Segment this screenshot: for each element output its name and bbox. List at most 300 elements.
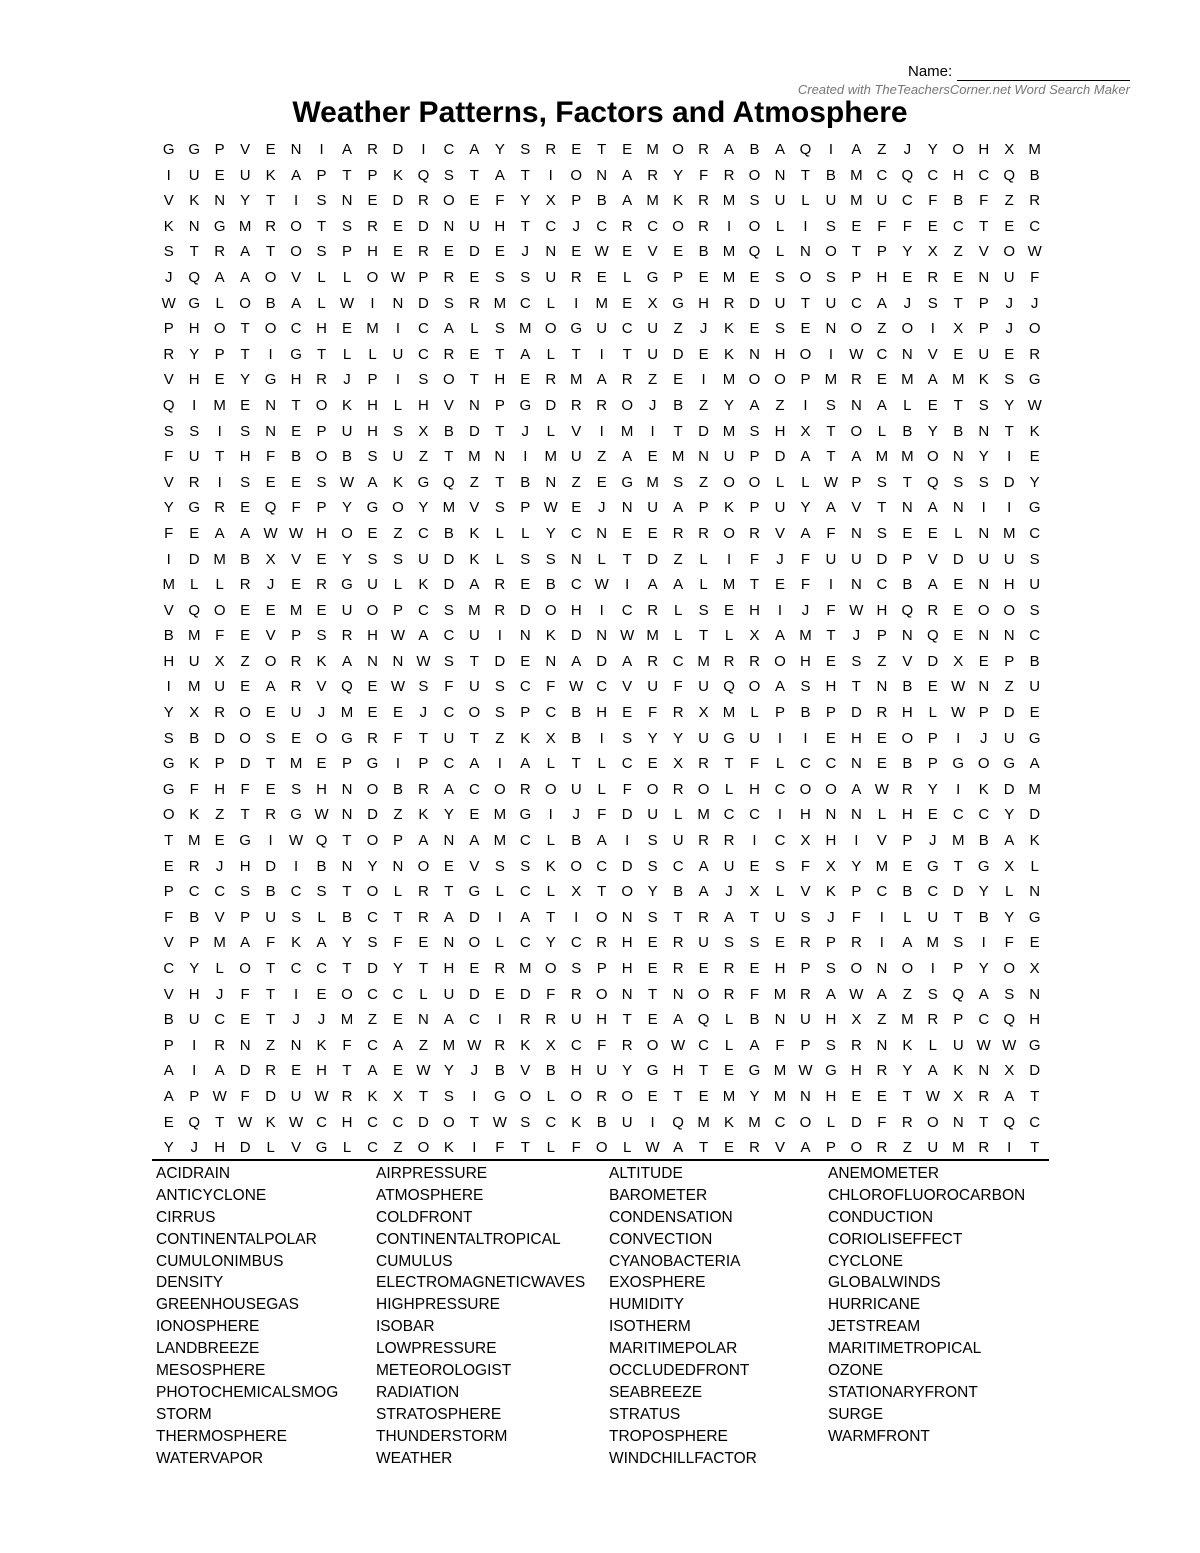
grid-letter[interactable]: T	[266, 960, 276, 977]
grid-letter[interactable]: P	[189, 934, 200, 952]
grid-letter[interactable]: O	[799, 1113, 812, 1131]
grid-letter[interactable]: I	[574, 908, 579, 926]
grid-letter[interactable]: S	[953, 934, 964, 952]
grid-letter[interactable]: S	[825, 960, 836, 977]
grid-letter[interactable]: R	[672, 780, 684, 798]
grid-letter[interactable]: I	[854, 832, 859, 850]
grid-letter[interactable]: T	[215, 448, 225, 466]
grid-letter[interactable]: C	[290, 320, 302, 338]
grid-letter[interactable]: M	[1028, 780, 1041, 798]
grid-letter[interactable]: U	[188, 166, 200, 184]
grid-letter[interactable]: E	[927, 806, 938, 824]
grid-letter[interactable]: D	[367, 960, 378, 977]
grid-letter[interactable]: U	[545, 268, 557, 286]
grid-letter[interactable]: E	[367, 704, 378, 722]
grid-letter[interactable]: T	[698, 627, 709, 645]
grid-letter[interactable]: R	[290, 678, 302, 696]
grid-letter[interactable]: E	[927, 678, 938, 696]
grid-letter[interactable]: H	[290, 371, 302, 389]
grid-letter[interactable]: R	[214, 243, 226, 261]
grid-letter[interactable]: R	[341, 627, 353, 645]
grid-letter[interactable]: I	[370, 294, 375, 312]
grid-letter[interactable]: G	[926, 857, 939, 875]
grid-letter[interactable]: B	[902, 883, 913, 901]
grid-letter[interactable]: W	[874, 780, 889, 798]
grid-letter[interactable]: K	[545, 627, 556, 645]
grid-letter[interactable]: W	[492, 1113, 507, 1131]
grid-letter[interactable]: W	[263, 524, 278, 542]
grid-letter[interactable]: C	[570, 524, 582, 542]
grid-letter[interactable]: M	[213, 550, 226, 568]
grid-letter[interactable]: T	[266, 985, 276, 1003]
grid-letter[interactable]: O	[544, 601, 557, 619]
grid-letter[interactable]: E	[571, 243, 582, 261]
grid-letter[interactable]: N	[952, 1113, 964, 1131]
grid-letter[interactable]: R	[519, 780, 531, 798]
grid-letter[interactable]: R	[214, 704, 226, 722]
grid-letter[interactable]: A	[316, 934, 327, 952]
grid-letter[interactable]: P	[851, 268, 862, 286]
grid-letter[interactable]: E	[1029, 448, 1040, 466]
grid-letter[interactable]: A	[927, 499, 938, 517]
grid-letter[interactable]: K	[902, 1036, 913, 1054]
grid-letter[interactable]: R	[418, 883, 429, 901]
grid-letter[interactable]: L	[801, 192, 810, 210]
grid-letter[interactable]: O	[1003, 601, 1016, 619]
grid-letter[interactable]: P	[927, 755, 938, 773]
grid-letter[interactable]: G	[366, 499, 379, 517]
grid-letter[interactable]: X	[1004, 857, 1015, 875]
grid-letter[interactable]: T	[571, 345, 581, 363]
grid-letter[interactable]: J	[597, 499, 606, 517]
grid-letter[interactable]: O	[850, 960, 863, 977]
grid-letter[interactable]: Z	[673, 320, 683, 338]
grid-letter[interactable]: I	[752, 832, 757, 850]
grid-letter[interactable]: R	[316, 371, 327, 389]
grid-letter[interactable]: O	[264, 320, 277, 338]
grid-letter[interactable]: J	[699, 320, 708, 338]
grid-letter[interactable]: C	[774, 832, 786, 850]
grid-letter[interactable]: R	[494, 960, 506, 977]
grid-letter[interactable]: Q	[188, 268, 201, 286]
grid-letter[interactable]: A	[265, 678, 276, 696]
grid-letter[interactable]: T	[902, 473, 912, 491]
grid-letter[interactable]: B	[520, 473, 531, 491]
grid-letter[interactable]: I	[599, 601, 604, 619]
grid-letter[interactable]: B	[571, 729, 582, 747]
grid-letter[interactable]: Q	[697, 1011, 710, 1029]
grid-letter[interactable]: N	[265, 422, 277, 440]
grid-letter[interactable]: W	[543, 499, 558, 517]
grid-letter[interactable]: E	[469, 192, 480, 210]
grid-letter[interactable]: E	[571, 141, 582, 158]
grid-letter[interactable]: N	[1003, 627, 1015, 645]
grid-letter[interactable]: H	[188, 320, 200, 338]
grid-letter[interactable]: N	[825, 806, 837, 824]
grid-letter[interactable]: V	[876, 832, 887, 850]
grid-letter[interactable]: E	[240, 627, 251, 645]
grid-letter[interactable]: O	[544, 320, 557, 338]
grid-letter[interactable]: K	[189, 755, 200, 773]
grid-letter[interactable]: A	[342, 652, 353, 670]
grid-letter[interactable]: V	[316, 678, 327, 696]
grid-letter[interactable]: E	[214, 832, 225, 850]
grid-letter[interactable]: E	[902, 857, 913, 875]
grid-letter[interactable]: F	[393, 729, 403, 747]
grid-letter[interactable]: I	[293, 985, 299, 1003]
grid-letter[interactable]: E	[902, 268, 913, 286]
grid-letter[interactable]: E	[392, 704, 403, 722]
grid-letter[interactable]: E	[367, 524, 378, 542]
grid-letter[interactable]: F	[1004, 934, 1014, 952]
grid-letter[interactable]: P	[214, 755, 225, 773]
grid-letter[interactable]: N	[1029, 985, 1041, 1003]
grid-letter[interactable]: T	[1030, 1087, 1040, 1105]
grid-letter[interactable]: M	[187, 832, 201, 850]
grid-letter[interactable]: L	[801, 473, 810, 491]
grid-letter[interactable]: R	[214, 499, 226, 517]
grid-letter[interactable]: O	[723, 473, 735, 491]
grid-letter[interactable]: B	[596, 192, 607, 210]
grid-letter[interactable]: B	[265, 883, 276, 901]
grid-letter[interactable]: Y	[240, 192, 251, 210]
grid-letter[interactable]: Z	[367, 1011, 378, 1029]
grid-letter[interactable]: A	[418, 832, 429, 850]
grid-letter[interactable]: H	[239, 448, 251, 466]
grid-letter[interactable]: W	[925, 1087, 940, 1105]
grid-letter[interactable]: R	[800, 985, 811, 1003]
grid-letter[interactable]: J	[1005, 320, 1013, 338]
grid-letter[interactable]: F	[597, 806, 607, 824]
grid-letter[interactable]: Y	[392, 960, 403, 977]
grid-letter[interactable]: D	[468, 422, 480, 440]
grid-letter[interactable]: C	[978, 166, 990, 184]
grid-letter[interactable]: G	[493, 1087, 506, 1105]
grid-letter[interactable]: M	[1002, 524, 1016, 542]
grid-letter[interactable]: S	[443, 294, 454, 312]
grid-letter[interactable]: R	[596, 396, 608, 414]
grid-letter[interactable]: R	[698, 755, 709, 773]
grid-letter[interactable]: G	[213, 217, 226, 235]
grid-letter[interactable]: U	[825, 294, 837, 312]
grid-letter[interactable]: J	[776, 550, 784, 568]
grid-letter[interactable]: N	[800, 243, 811, 261]
grid-letter[interactable]: T	[800, 294, 811, 312]
grid-letter[interactable]: S	[774, 320, 785, 338]
grid-letter[interactable]: R	[850, 371, 862, 389]
grid-letter[interactable]: U	[1003, 550, 1015, 568]
grid-letter[interactable]: L	[903, 908, 912, 926]
grid-letter[interactable]: T	[444, 448, 454, 466]
grid-letter[interactable]: E	[443, 243, 454, 261]
grid-letter[interactable]: H	[239, 857, 251, 875]
grid-letter[interactable]: U	[290, 704, 302, 722]
grid-letter[interactable]: B	[571, 832, 582, 850]
grid-letter[interactable]: Z	[775, 396, 785, 414]
grid-letter[interactable]: C	[367, 1139, 378, 1157]
grid-letter[interactable]: C	[392, 985, 404, 1003]
grid-letter[interactable]: N	[290, 1036, 302, 1054]
grid-letter[interactable]: W	[288, 1113, 304, 1131]
grid-letter[interactable]: E	[673, 243, 684, 261]
grid-letter[interactable]: F	[571, 1139, 581, 1157]
grid-letter[interactable]: Z	[953, 243, 963, 261]
grid-letter[interactable]: Z	[648, 371, 658, 389]
grid-letter[interactable]: P	[673, 268, 684, 286]
grid-letter[interactable]: M	[722, 268, 736, 286]
grid-letter[interactable]: W	[823, 473, 838, 491]
grid-letter[interactable]: H	[850, 1062, 862, 1080]
grid-letter[interactable]: C	[443, 704, 455, 722]
grid-letter[interactable]: P	[825, 934, 836, 952]
grid-letter[interactable]: B	[545, 576, 556, 594]
grid-letter[interactable]: T	[953, 294, 963, 312]
grid-letter[interactable]: G	[341, 576, 353, 594]
grid-letter[interactable]: I	[166, 166, 171, 184]
grid-letter[interactable]: H	[214, 1139, 226, 1157]
grid-letter[interactable]: U	[290, 1087, 302, 1105]
grid-letter[interactable]: J	[292, 1011, 300, 1029]
grid-letter[interactable]: R	[749, 524, 760, 542]
grid-letter[interactable]: N	[800, 1087, 811, 1105]
grid-letter[interactable]: C	[1029, 1113, 1041, 1131]
grid-letter[interactable]: U	[392, 448, 404, 466]
grid-letter[interactable]: O	[1003, 243, 1016, 261]
grid-letter[interactable]: Q	[1003, 1113, 1016, 1131]
grid-letter[interactable]: L	[724, 780, 734, 798]
grid-letter[interactable]: K	[189, 806, 200, 824]
grid-letter[interactable]: I	[981, 499, 986, 517]
grid-letter[interactable]: D	[621, 857, 633, 875]
grid-letter[interactable]: G	[188, 294, 201, 312]
grid-letter[interactable]: G	[1028, 371, 1041, 389]
grid-letter[interactable]: N	[1029, 883, 1041, 901]
grid-letter[interactable]: I	[421, 141, 426, 158]
grid-letter[interactable]: T	[851, 678, 861, 696]
grid-letter[interactable]: E	[265, 141, 276, 158]
grid-letter[interactable]: R	[341, 1087, 353, 1105]
grid-letter[interactable]: I	[1007, 499, 1012, 517]
grid-letter[interactable]: M	[519, 320, 532, 338]
grid-letter[interactable]: O	[264, 652, 277, 670]
grid-letter[interactable]: S	[291, 780, 302, 798]
grid-letter[interactable]: U	[468, 627, 480, 645]
grid-letter[interactable]: K	[265, 1113, 276, 1131]
grid-letter[interactable]: R	[163, 345, 175, 363]
grid-letter[interactable]: J	[215, 985, 224, 1003]
grid-letter[interactable]: O	[850, 1139, 863, 1157]
grid-letter[interactable]: L	[495, 883, 504, 901]
grid-letter[interactable]: I	[828, 345, 833, 363]
grid-letter[interactable]: C	[519, 294, 531, 312]
grid-letter[interactable]: T	[953, 908, 963, 926]
grid-letter[interactable]: U	[468, 217, 480, 235]
grid-letter[interactable]: M	[340, 1011, 354, 1029]
grid-letter[interactable]: D	[952, 550, 964, 568]
grid-letter[interactable]: C	[621, 755, 633, 773]
grid-letter[interactable]: S	[774, 857, 785, 875]
grid-letter[interactable]: O	[799, 268, 812, 286]
grid-letter[interactable]: I	[803, 396, 808, 414]
grid-letter[interactable]: X	[647, 294, 658, 312]
grid-letter[interactable]: M	[901, 1011, 914, 1029]
grid-letter[interactable]: U	[774, 908, 786, 926]
grid-letter[interactable]: C	[214, 883, 226, 901]
grid-letter[interactable]: L	[775, 217, 785, 235]
grid-letter[interactable]: I	[956, 729, 961, 747]
grid-letter[interactable]: K	[571, 1113, 582, 1131]
grid-letter[interactable]: Y	[443, 806, 454, 824]
grid-letter[interactable]: L	[495, 524, 504, 542]
grid-letter[interactable]: A	[749, 1036, 760, 1054]
grid-letter[interactable]: P	[749, 499, 760, 517]
grid-letter[interactable]: N	[545, 473, 557, 491]
grid-letter[interactable]: X	[214, 652, 225, 670]
grid-letter[interactable]: R	[647, 601, 659, 619]
grid-letter[interactable]: K	[469, 524, 480, 542]
grid-letter[interactable]: D	[239, 1062, 251, 1080]
grid-letter[interactable]: T	[266, 192, 276, 210]
grid-letter[interactable]: R	[494, 576, 506, 594]
grid-letter[interactable]: Y	[1004, 806, 1015, 824]
grid-letter[interactable]: L	[546, 1139, 555, 1157]
grid-letter[interactable]: W	[569, 678, 584, 696]
grid-letter[interactable]: U	[341, 601, 353, 619]
grid-letter[interactable]: H	[749, 780, 760, 798]
grid-letter[interactable]: G	[672, 294, 684, 312]
grid-letter[interactable]: S	[520, 268, 531, 286]
grid-letter[interactable]: Y	[647, 729, 658, 747]
grid-letter[interactable]: D	[774, 448, 786, 466]
grid-letter[interactable]: H	[418, 396, 429, 414]
grid-letter[interactable]: T	[418, 960, 428, 977]
grid-letter[interactable]: C	[749, 806, 760, 824]
grid-letter[interactable]: E	[774, 934, 785, 952]
grid-letter[interactable]: Y	[724, 396, 735, 414]
grid-letter[interactable]: N	[392, 294, 404, 312]
grid-letter[interactable]: X	[927, 243, 938, 261]
grid-letter[interactable]: R	[188, 473, 200, 491]
grid-letter[interactable]: T	[597, 883, 607, 901]
grid-letter[interactable]: L	[495, 934, 504, 952]
grid-letter[interactable]: I	[599, 422, 604, 440]
grid-letter[interactable]: Y	[163, 704, 174, 722]
grid-letter[interactable]: D	[265, 1087, 277, 1105]
grid-letter[interactable]: O	[850, 422, 863, 440]
grid-letter[interactable]: Y	[443, 1062, 454, 1080]
grid-letter[interactable]: F	[342, 1036, 352, 1054]
grid-letter[interactable]: R	[570, 268, 582, 286]
grid-letter[interactable]: B	[291, 448, 302, 466]
grid-letter[interactable]: N	[341, 857, 353, 875]
grid-letter[interactable]: E	[800, 320, 811, 338]
grid-letter[interactable]: P	[851, 883, 862, 901]
grid-letter[interactable]: O	[162, 806, 175, 824]
grid-letter[interactable]: D	[850, 704, 862, 722]
grid-letter[interactable]: X	[571, 883, 582, 901]
grid-letter[interactable]: E	[392, 217, 403, 235]
grid-letter[interactable]: I	[319, 141, 324, 158]
grid-letter[interactable]: L	[954, 524, 963, 542]
grid-letter[interactable]: P	[214, 141, 225, 158]
grid-letter[interactable]: G	[1028, 1036, 1041, 1054]
grid-letter[interactable]: O	[1003, 960, 1016, 977]
grid-letter[interactable]: R	[367, 141, 378, 158]
grid-letter[interactable]: E	[316, 601, 327, 619]
grid-letter[interactable]: N	[850, 755, 862, 773]
grid-letter[interactable]: M	[187, 678, 201, 696]
grid-letter[interactable]: S	[520, 550, 531, 568]
grid-letter[interactable]: T	[342, 1062, 352, 1080]
grid-letter[interactable]: F	[266, 448, 276, 466]
grid-letter[interactable]: S	[800, 908, 811, 926]
grid-letter[interactable]: D	[1029, 806, 1041, 824]
grid-letter[interactable]: N	[876, 960, 888, 977]
grid-letter[interactable]: B	[749, 141, 760, 158]
grid-letter[interactable]: M	[493, 832, 507, 850]
grid-letter[interactable]: C	[647, 217, 659, 235]
grid-letter[interactable]: A	[571, 652, 582, 670]
grid-letter[interactable]: Q	[162, 396, 175, 414]
grid-letter[interactable]: C	[570, 576, 582, 594]
grid-letter[interactable]: F	[673, 678, 683, 696]
grid-letter[interactable]: N	[749, 345, 760, 363]
grid-letter[interactable]: U	[698, 934, 709, 952]
grid-letter[interactable]: F	[928, 192, 938, 210]
grid-letter[interactable]: S	[494, 499, 505, 517]
grid-letter[interactable]: A	[622, 192, 633, 210]
grid-letter[interactable]: O	[977, 601, 990, 619]
grid-letter[interactable]: A	[825, 499, 836, 517]
grid-letter[interactable]: P	[953, 1011, 964, 1029]
grid-letter[interactable]: G	[162, 141, 175, 158]
grid-letter[interactable]: Q	[952, 985, 965, 1003]
grid-letter[interactable]: O	[213, 320, 226, 338]
grid-letter[interactable]: R	[418, 243, 429, 261]
grid-letter[interactable]: M	[187, 627, 201, 645]
grid-letter[interactable]: C	[468, 1011, 480, 1029]
grid-letter[interactable]: H	[800, 652, 811, 670]
grid-letter[interactable]: M	[289, 755, 303, 773]
grid-letter[interactable]: S	[494, 678, 505, 696]
grid-letter[interactable]: T	[622, 345, 632, 363]
grid-letter[interactable]: V	[443, 396, 454, 414]
grid-letter[interactable]: Z	[393, 524, 403, 542]
grid-letter[interactable]: N	[621, 985, 633, 1003]
grid-letter[interactable]: F	[826, 601, 836, 619]
grid-letter[interactable]: G	[417, 473, 430, 491]
grid-letter[interactable]: M	[468, 448, 481, 466]
grid-letter[interactable]: I	[293, 857, 299, 875]
grid-letter[interactable]: F	[240, 985, 250, 1003]
grid-letter[interactable]: C	[214, 1011, 226, 1029]
grid-letter[interactable]: H	[1003, 576, 1015, 594]
grid-letter[interactable]: L	[724, 1036, 734, 1054]
grid-letter[interactable]: A	[673, 1011, 684, 1029]
grid-letter[interactable]: T	[418, 729, 428, 747]
grid-letter[interactable]: U	[698, 678, 709, 696]
grid-letter[interactable]: W	[416, 1062, 431, 1080]
grid-letter[interactable]: O	[672, 141, 684, 158]
grid-letter[interactable]: L	[724, 627, 734, 645]
grid-letter[interactable]: F	[698, 166, 709, 184]
grid-letter[interactable]: O	[443, 1113, 455, 1131]
grid-letter[interactable]: D	[418, 1113, 429, 1131]
grid-letter[interactable]: I	[828, 141, 833, 158]
grid-letter[interactable]: S	[189, 422, 200, 440]
grid-letter[interactable]: E	[214, 166, 225, 184]
grid-letter[interactable]: R	[876, 1062, 888, 1080]
